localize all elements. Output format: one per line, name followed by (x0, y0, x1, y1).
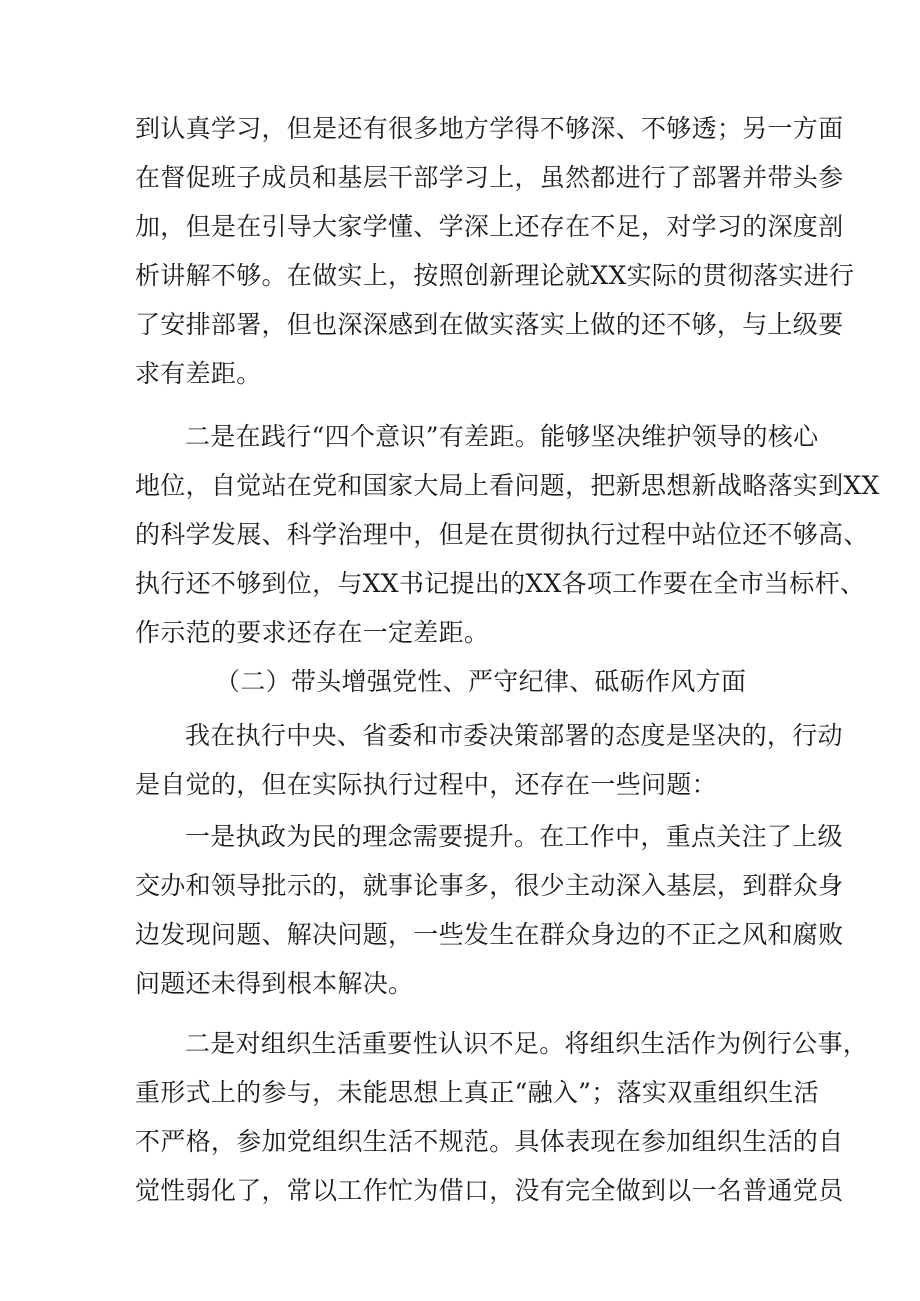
text-line: 到认真学习，但是还有很多地方学得不够深、不够透；另一方面 (135, 114, 844, 143)
text-line: 问题还未得到根本解决。 (135, 969, 414, 998)
text-line: 重形式上的参与，未能思想上真正“融入”；落实双重组织生活 (135, 1078, 819, 1107)
text-line: 觉性弱化了，常以工作忙为借口，没有完全做到以一名普通党员 (135, 1176, 844, 1205)
text-line: 加，但是在引导大家学懂、学深上还存在不足，对学习的深度剖 (135, 212, 844, 241)
text-line: 边发现问题、解决问题，一些发生在群众身边的不正之风和腐败 (135, 920, 844, 949)
text-line: 析讲解不够。在做实上，按照创新理论就XX实际的贯彻落实进行 (135, 261, 855, 290)
text-line: 地位，自觉站在党和国家大局上看问题，把新思想新战略落实到XX (135, 471, 880, 500)
text-line: 二是对组织生活重要性认识不足。将组织生活作为例行公事， (185, 1029, 869, 1058)
text-line: 了安排部署，但也深深感到在做实落实上做的还不够，与上级要 (135, 310, 844, 339)
text-line: 二是在践行“四个意识”有差距。能够坚决维护领导的核心 (185, 422, 819, 451)
text-line: 交办和领导批示的，就事论事多，很少主动深入基层，到群众身 (135, 871, 844, 900)
text-line: 一是执政为民的理念需要提升。在工作中，重点关注了上级 (185, 822, 843, 851)
text-line: 我在执行中央、省委和市委决策部署的态度是坚决的，行动 (185, 721, 843, 750)
text-line: 作示范的要求还存在一定差距。 (135, 618, 490, 647)
text-line: 是自觉的，但在实际执行过程中，还存在一些问题： (135, 770, 717, 799)
text-line: 在督促班子成员和基层干部学习上，虽然都进行了部署并带头参 (135, 163, 844, 192)
text-line: 求有差距。 (135, 359, 262, 388)
text-line: 不严格，参加党组织生活不规范。具体表现在参加组织生活的自 (135, 1127, 844, 1156)
text-line: 执行还不够到位，与XX书记提出的XX各项工作要在全市当标杆、 (135, 569, 866, 598)
text-line: 的科学发展、科学治理中，但是在贯彻执行过程中站位还不够高、 (135, 520, 869, 549)
section-heading: （二）带头增强党性、严守纪律、砥砺作风方面 (215, 667, 747, 696)
